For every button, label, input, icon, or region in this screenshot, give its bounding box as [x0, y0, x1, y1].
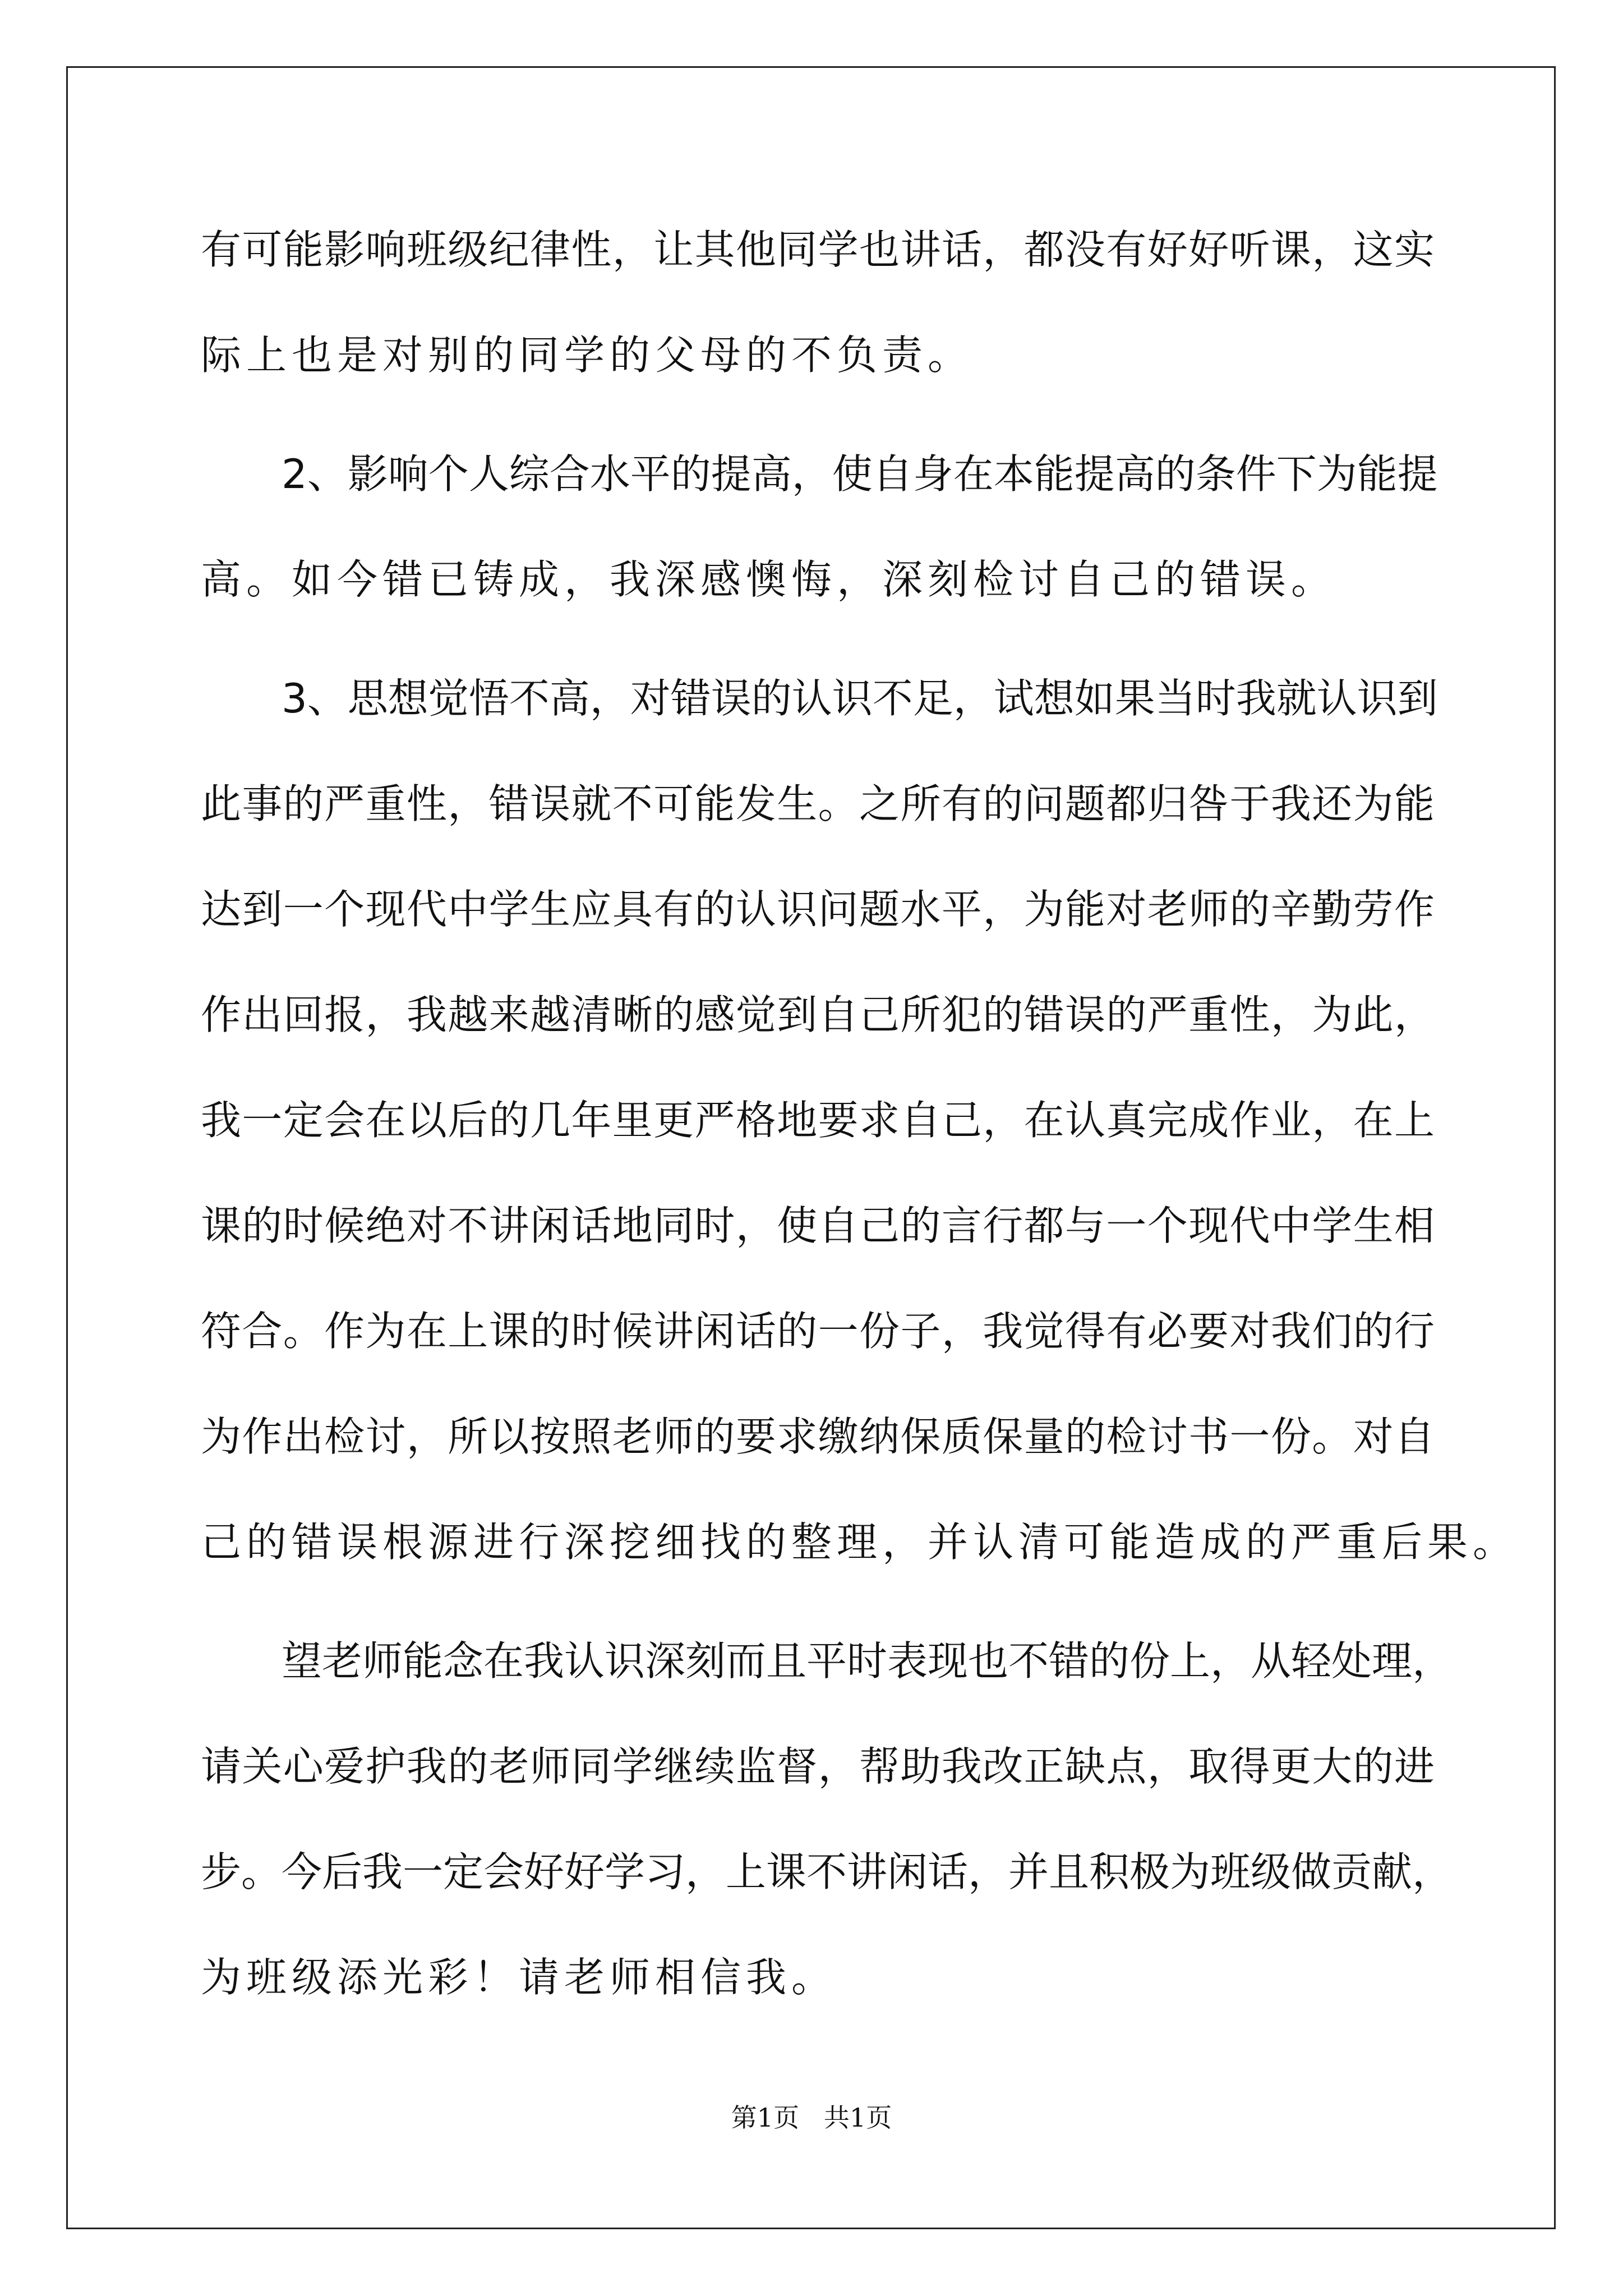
text-line: 我一定会在以后的几年里更严格地要求自己，在认真完成作业，在上 — [201, 1097, 1435, 1144]
text-line: 请关心爱护我的老师同学继续监督，帮助我改正缺点，取得更大的进 — [201, 1743, 1435, 1790]
text-line: 际上也是对别的同学的父母的不负责。 — [201, 332, 974, 379]
text-line: 望老师能念在我认识深刻而且平时表现也不错的份上，从轻处理， — [201, 1637, 1453, 1685]
text-line: 3、思想觉悟不高，对错误的认识不足，试想如果当时我就认识到 — [201, 675, 1438, 722]
text-line: 步。今后我一定会好好学习，上课不讲闲话，并且积极为班级做贡献， — [201, 1848, 1453, 1895]
text-line: 高。如今错已铸成，我深感懊悔，深刻检讨自己的错误。 — [201, 556, 1337, 603]
text-line: 符合。作为在上课的时候讲闲话的一份子，我觉得有必要对我们的行 — [201, 1308, 1435, 1355]
text-line: 有可能影响班级纪律性，让其他同学也讲话，都没有好好听课，这实 — [201, 226, 1435, 273]
text-line: 此事的严重性，错误就不可能发生。之所有的问题都归咎于我还为能 — [201, 780, 1435, 827]
page-footer — [0, 2101, 1623, 2134]
text-line: 课的时候绝对不讲闲话地同时，使自己的言行都与一个现代中学生相 — [201, 1202, 1435, 1249]
text-line: 为班级添光彩！请老师相信我。 — [201, 1954, 837, 2001]
text-line: 2、影响个人综合水平的提高，使自身在本能提高的条件下为能提 — [201, 450, 1438, 498]
text-line: 达到一个现代中学生应具有的认识问题水平，为能对老师的辛勤劳作 — [201, 886, 1435, 933]
text-line: 己的错误根源进行深挖细找的整理，并认清可能造成的严重后果。 — [201, 1519, 1519, 1566]
page-number: 第1页 共1页 — [731, 2102, 892, 2133]
text-line: 为作出检讨，所以按照老师的要求缴纳保质保量的检讨书一份。对自 — [201, 1413, 1435, 1460]
text-line: 作出回报，我越来越清晰的感觉到自己所犯的错误的严重性，为此， — [201, 991, 1435, 1038]
